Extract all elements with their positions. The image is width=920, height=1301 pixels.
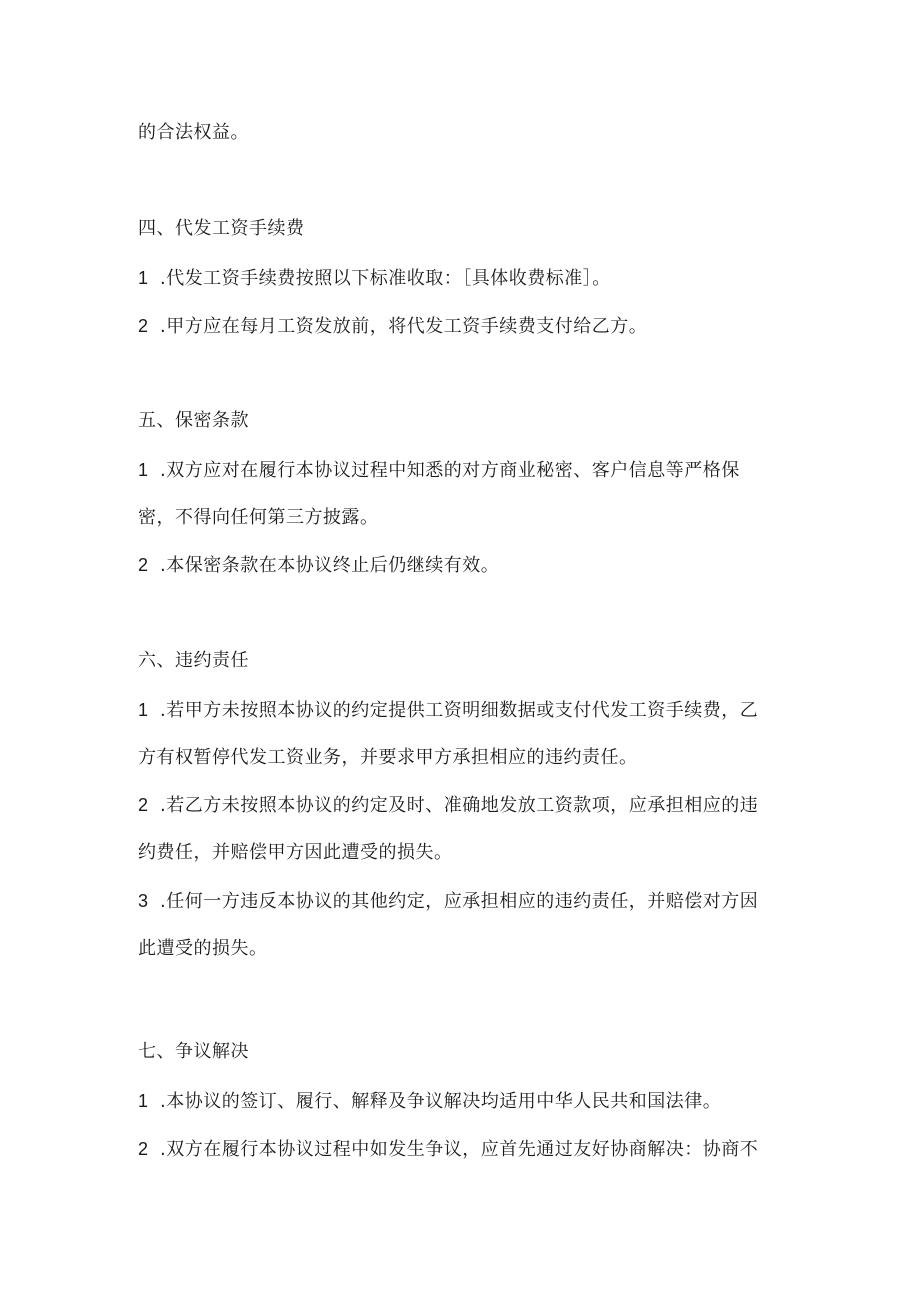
item-text: .代发工资手续费按照以下标准收取：［具体收费标准］。 bbox=[160, 268, 611, 289]
intro-tail-text: 的合法权益。 bbox=[138, 122, 249, 143]
section-heading-6: 六、违约责任 bbox=[138, 650, 249, 671]
section-5-item-1-cont: 密，不得向任何第三方披露。 bbox=[138, 507, 379, 528]
item-number: 2 bbox=[138, 555, 149, 575]
item-text: .若乙方未按照本协议的约定及时、准确地发放工资款项，应承担相应的违 bbox=[160, 795, 759, 816]
section-6-item-3-cont: 此遭受的损失。 bbox=[138, 938, 268, 959]
section-5-item-1 bbox=[138, 457, 778, 484]
section-4-item-1 bbox=[138, 265, 778, 292]
section-6-item-1 bbox=[138, 697, 778, 724]
section-heading-7: 七、争议解决 bbox=[138, 1041, 249, 1062]
item-text: .任何一方违反本协议的其他约定，应承担相应的违约责任，并赔偿对方因 bbox=[160, 891, 759, 912]
item-number: 1 bbox=[138, 700, 149, 720]
item-number: 2 bbox=[138, 316, 149, 336]
item-number: 1 bbox=[138, 1091, 149, 1111]
section-5-item-2 bbox=[138, 552, 778, 579]
section-7-item-2 bbox=[138, 1136, 778, 1163]
section-6-item-3 bbox=[138, 888, 778, 915]
section-heading-5: 五、保密条款 bbox=[138, 410, 249, 431]
section-heading-4: 四、代发工资手续费 bbox=[138, 218, 305, 239]
section-6-item-2 bbox=[138, 792, 778, 819]
section-4-item-2 bbox=[138, 313, 778, 340]
item-text: .本协议的签订、履行、解释及争议解决均适用中华人民共和国法律。 bbox=[160, 1091, 722, 1112]
item-number: 2 bbox=[138, 795, 149, 815]
item-text: .本保密条款在本协议终止后仍继续有效。 bbox=[160, 555, 500, 576]
section-6-item-1-cont: 方有权暂停代发工资业务，并要求甲方承担相应的违约责任。 bbox=[138, 747, 638, 768]
item-number: 1 bbox=[138, 460, 149, 480]
item-text: .双方应对在履行本协议过程中知悉的对方商业秘密、客户信息等严格保 bbox=[160, 460, 740, 481]
section-6-item-2-cont: 约费任，并赔偿甲方因此遭受的损失。 bbox=[138, 842, 453, 863]
item-text: .甲方应在每月工资发放前，将代发工资手续费支付给乙方。 bbox=[160, 316, 648, 337]
item-number: 3 bbox=[138, 891, 149, 911]
item-text: .若甲方未按照本协议的约定提供工资明细数据或支付代发工资手续费，乙 bbox=[160, 700, 759, 721]
item-number: 1 bbox=[138, 268, 149, 288]
item-number: 2 bbox=[138, 1139, 149, 1159]
section-7-item-1 bbox=[138, 1088, 778, 1115]
item-text: .双方在履行本协议过程中如发生争议，应首先通过友好协商解决：协商不 bbox=[160, 1139, 759, 1160]
